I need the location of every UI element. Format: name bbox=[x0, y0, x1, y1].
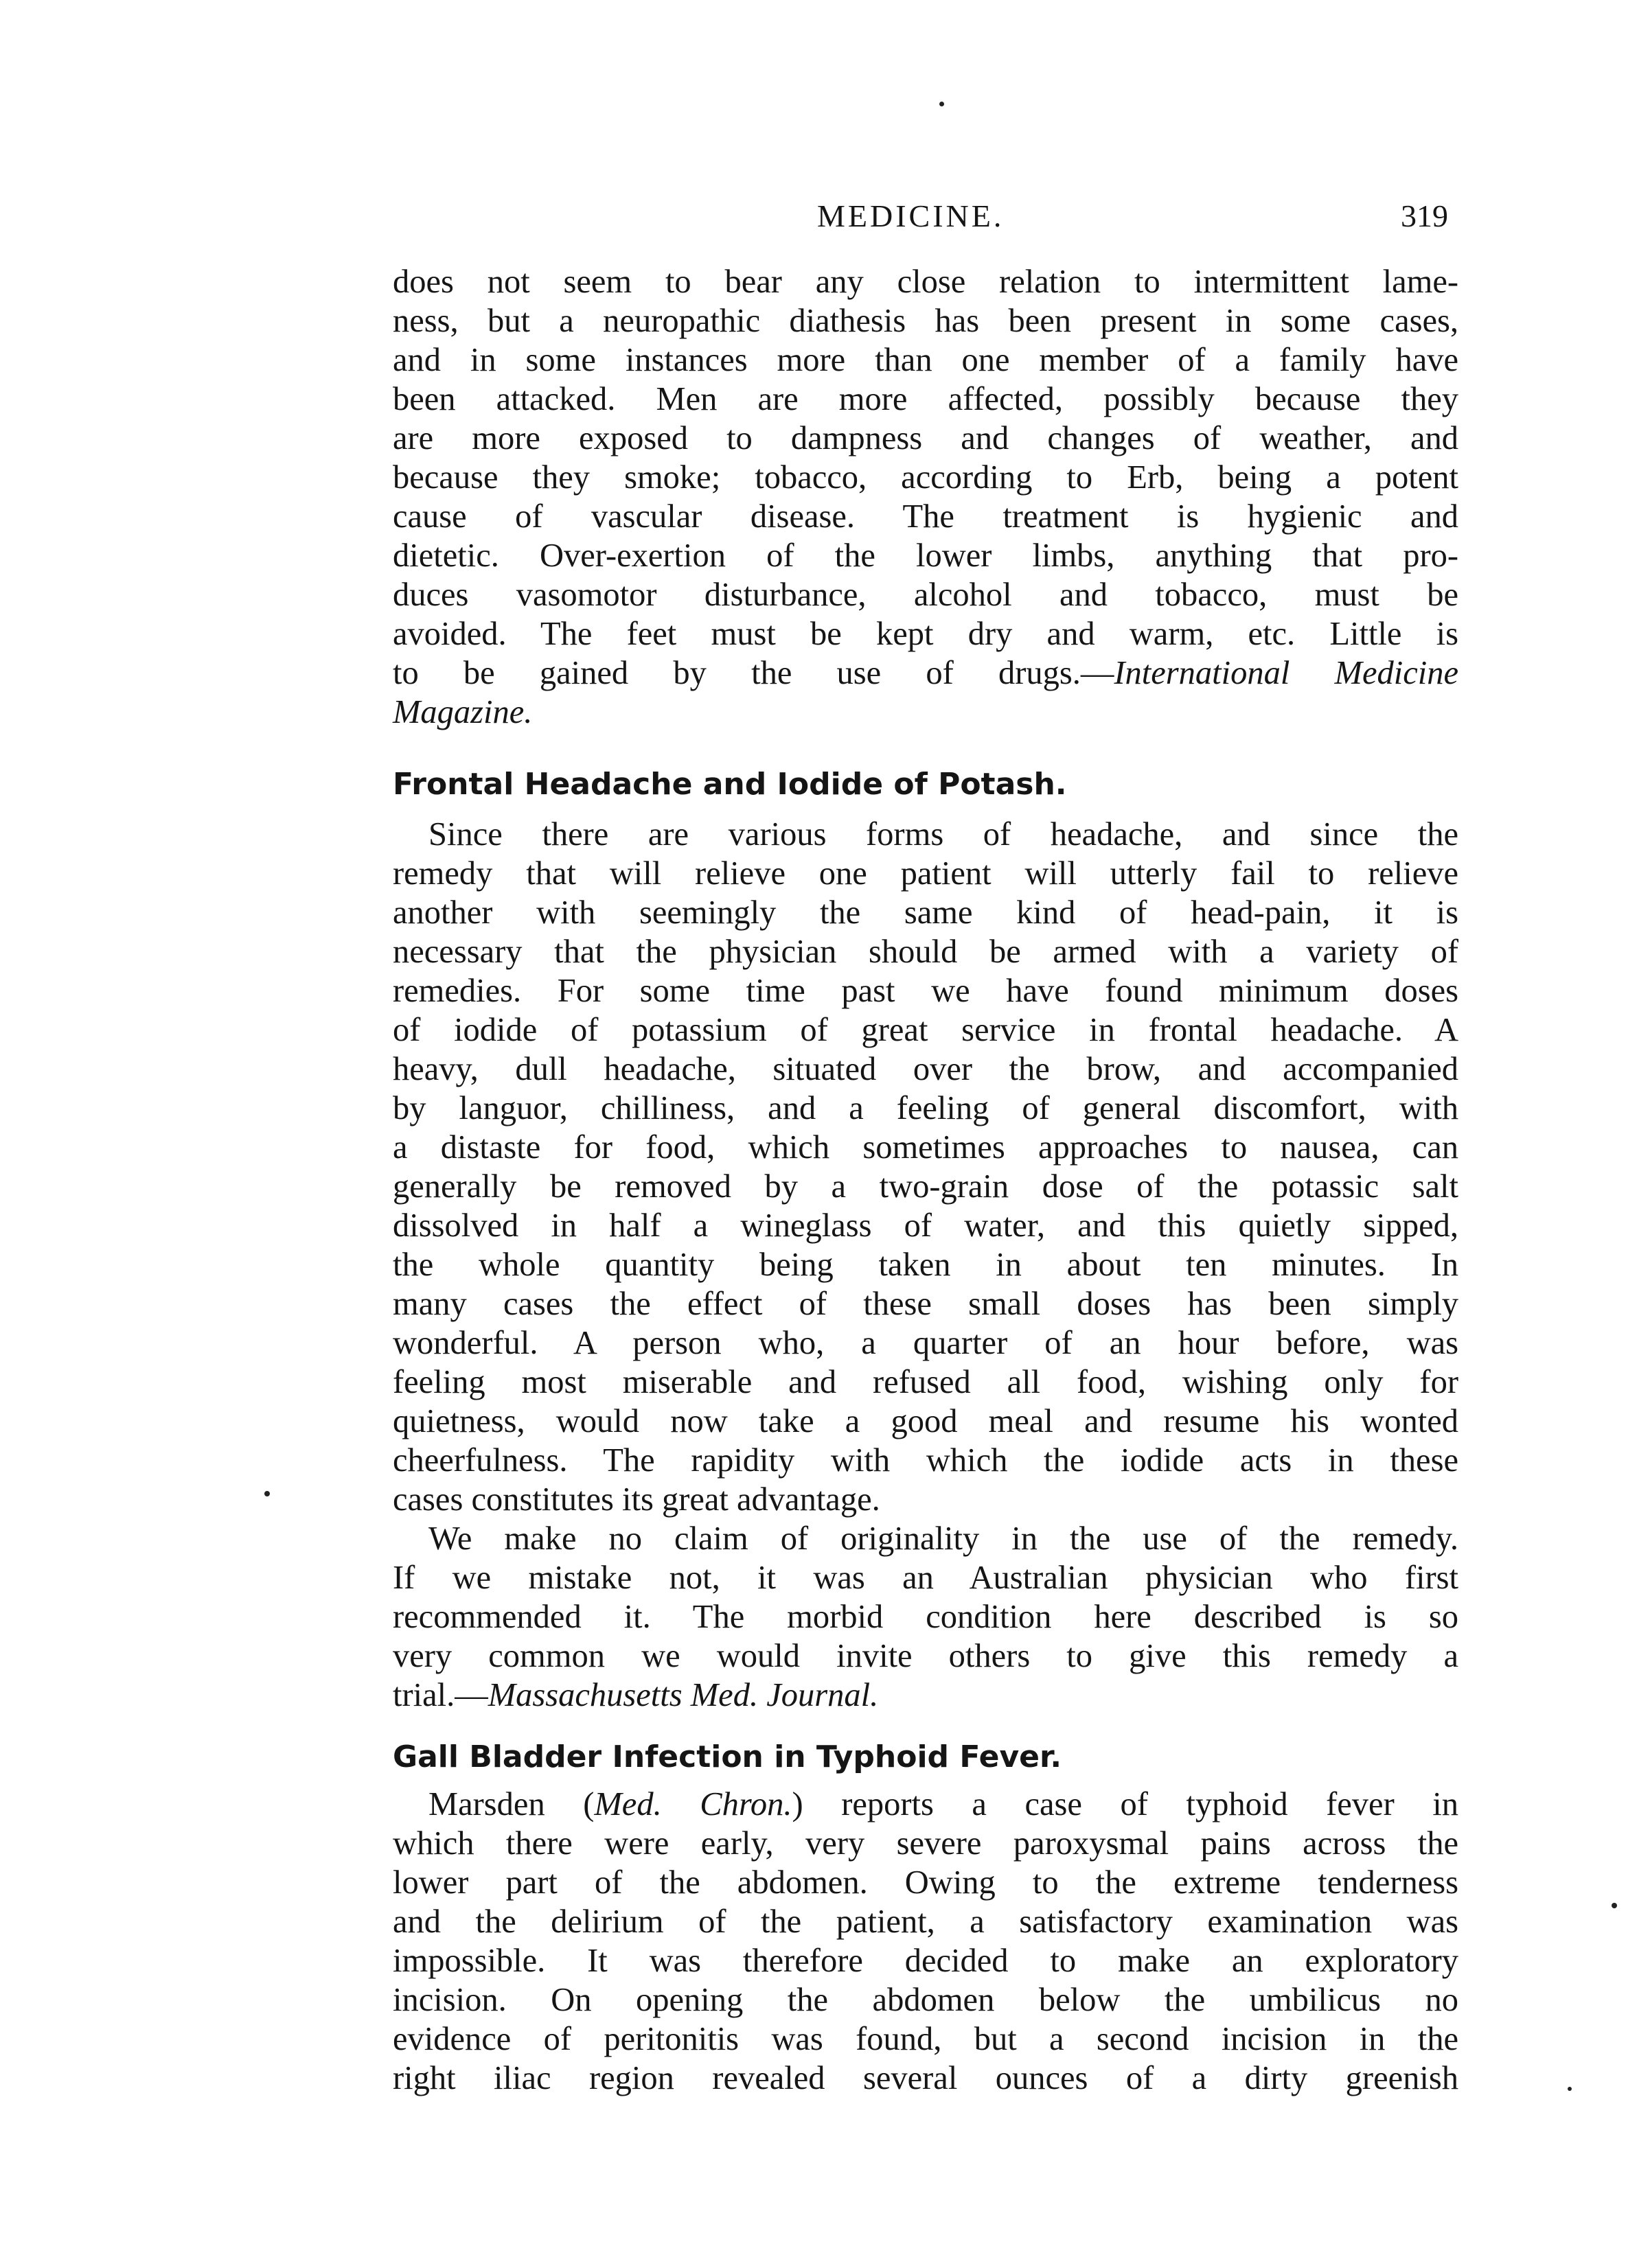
text-line: the whole quantity being taken in about ten minutes. In bbox=[393, 1247, 1458, 1283]
running-title: MEDICINE. bbox=[817, 198, 1005, 233]
text-line: Since there are various forms of headache, and since the bbox=[428, 816, 1458, 853]
print-speck bbox=[1612, 1903, 1617, 1908]
text-line: cause of vascular disease. The treatment is hygienic and bbox=[393, 498, 1458, 535]
text-line: a distaste for food, which sometimes approaches to nausea, can bbox=[393, 1129, 1458, 1166]
print-speck bbox=[1568, 2087, 1572, 2091]
text-line: because they smoke; tobacco, according to Erb, being a potent bbox=[393, 459, 1458, 496]
text-line bbox=[393, 653, 1458, 693]
source-citation: Magazine. bbox=[393, 694, 533, 730]
source-citation: International Medicine bbox=[1114, 655, 1458, 691]
text-line: generally be removed by a two-grain dose of the potassic salt bbox=[393, 1168, 1458, 1205]
text-line: quietness, would now take a good meal and resume his wonted bbox=[393, 1403, 1458, 1439]
text-line: by languor, chilliness, and a feeling of general discomfort, with bbox=[393, 1090, 1458, 1126]
text-line: and the delirium of the patient, a satisfactory examination was bbox=[393, 1903, 1458, 1940]
text-line: dietetic. Over-exertion of the lower limbs, anything that pro- bbox=[393, 537, 1458, 574]
text-line: necessary that the physician should be armed with a variety of bbox=[393, 934, 1458, 970]
text-line: If we mistake not, it was an Australian physician who first bbox=[393, 1560, 1458, 1596]
text-line: and in some instances more than one member of a family have bbox=[393, 342, 1458, 378]
text-line: been attacked. Men are more affected, possibly because they bbox=[393, 381, 1458, 417]
text-line: evidence of peritonitis was found, but a second incision in the bbox=[393, 2021, 1458, 2057]
text-line: very common we would invite others to give this remedy a bbox=[393, 1638, 1458, 1674]
text-fragment: trial.— bbox=[393, 1677, 488, 1713]
text-line: of iodide of potassium of great service in frontal headache. A bbox=[393, 1012, 1458, 1048]
text-line: dissolved in half a wineglass of water, and this quietly sipped, bbox=[393, 1207, 1458, 1244]
text-line bbox=[393, 1676, 1458, 1715]
text-line: recommended it. The morbid condition here described is so bbox=[393, 1599, 1458, 1635]
text-line bbox=[393, 1785, 1458, 1824]
text-line: which there were early, very severe paroxysmal pains across the bbox=[393, 1825, 1458, 1862]
text-line: impossible. It was therefore decided to make an exploratory bbox=[393, 1943, 1458, 1979]
print-speck bbox=[939, 102, 944, 106]
text-line: lower part of the abdomen. Owing to the extreme tenderness bbox=[393, 1864, 1458, 1901]
text-line: many cases the effect of these small doses has been simply bbox=[393, 1286, 1458, 1322]
text-line: cheerfulness. The rapidity with which the iodide acts in these bbox=[393, 1442, 1458, 1479]
gall-bladder-article bbox=[393, 1785, 1458, 2098]
text-line: wonderful. A person who, a quarter of an hour before, was bbox=[393, 1325, 1458, 1361]
text-fragment: Marsden ( bbox=[428, 1786, 595, 1822]
source-citation: Med. Chron. bbox=[594, 1786, 792, 1822]
text-line: avoided. The feet must be kept dry and warm, etc. Little is bbox=[393, 616, 1458, 652]
text-fragment: ) reports a case of typhoid fever in bbox=[792, 1786, 1458, 1822]
text-line: duces vasomotor disturbance, alcohol and tobacco, must be bbox=[393, 577, 1458, 613]
text-line: incision. On opening the abdomen below the umbilicus no bbox=[393, 1982, 1458, 2018]
print-speck bbox=[264, 1491, 270, 1496]
text-line: are more exposed to dampness and changes of weather, and bbox=[393, 420, 1458, 456]
text-line: remedies. For some time past we have found minimum doses bbox=[393, 973, 1458, 1009]
text-line bbox=[393, 693, 1458, 732]
article-heading: Gall Bladder Infection in Typhoid Fever. bbox=[393, 1739, 1062, 1774]
text-line: another with seemingly the same kind of head-pain, it is bbox=[393, 894, 1458, 931]
headache-article bbox=[393, 815, 1458, 1715]
article-heading: Frontal Headache and Iodide of Potash. bbox=[393, 767, 1067, 802]
page-number: 319 bbox=[1401, 198, 1448, 233]
source-citation: Massachusetts Med. Journal. bbox=[488, 1677, 879, 1713]
text-line: ness, but a neuropathic diathesis has been present in some cases, bbox=[393, 303, 1458, 339]
continued-article bbox=[393, 262, 1458, 732]
text-line: heavy, dull headache, situated over the brow, and accompanied bbox=[393, 1051, 1458, 1087]
text-line: remedy that will relieve one patient will utterly fail to relieve bbox=[393, 855, 1458, 892]
text-line: right iliac region revealed several ounces of a dirty greenish bbox=[393, 2060, 1458, 2096]
text-line: feeling most miserable and refused all food, wishing only for bbox=[393, 1364, 1458, 1400]
text-line: We make no claim of originality in the use of the remedy. bbox=[428, 1520, 1458, 1557]
text-line: cases constitutes its great advantage. bbox=[393, 1481, 880, 1518]
text-line: does not seem to bear any close relation to intermittent lame- bbox=[393, 264, 1458, 300]
text-fragment: to be gained by the use of drugs.— bbox=[393, 655, 1114, 691]
